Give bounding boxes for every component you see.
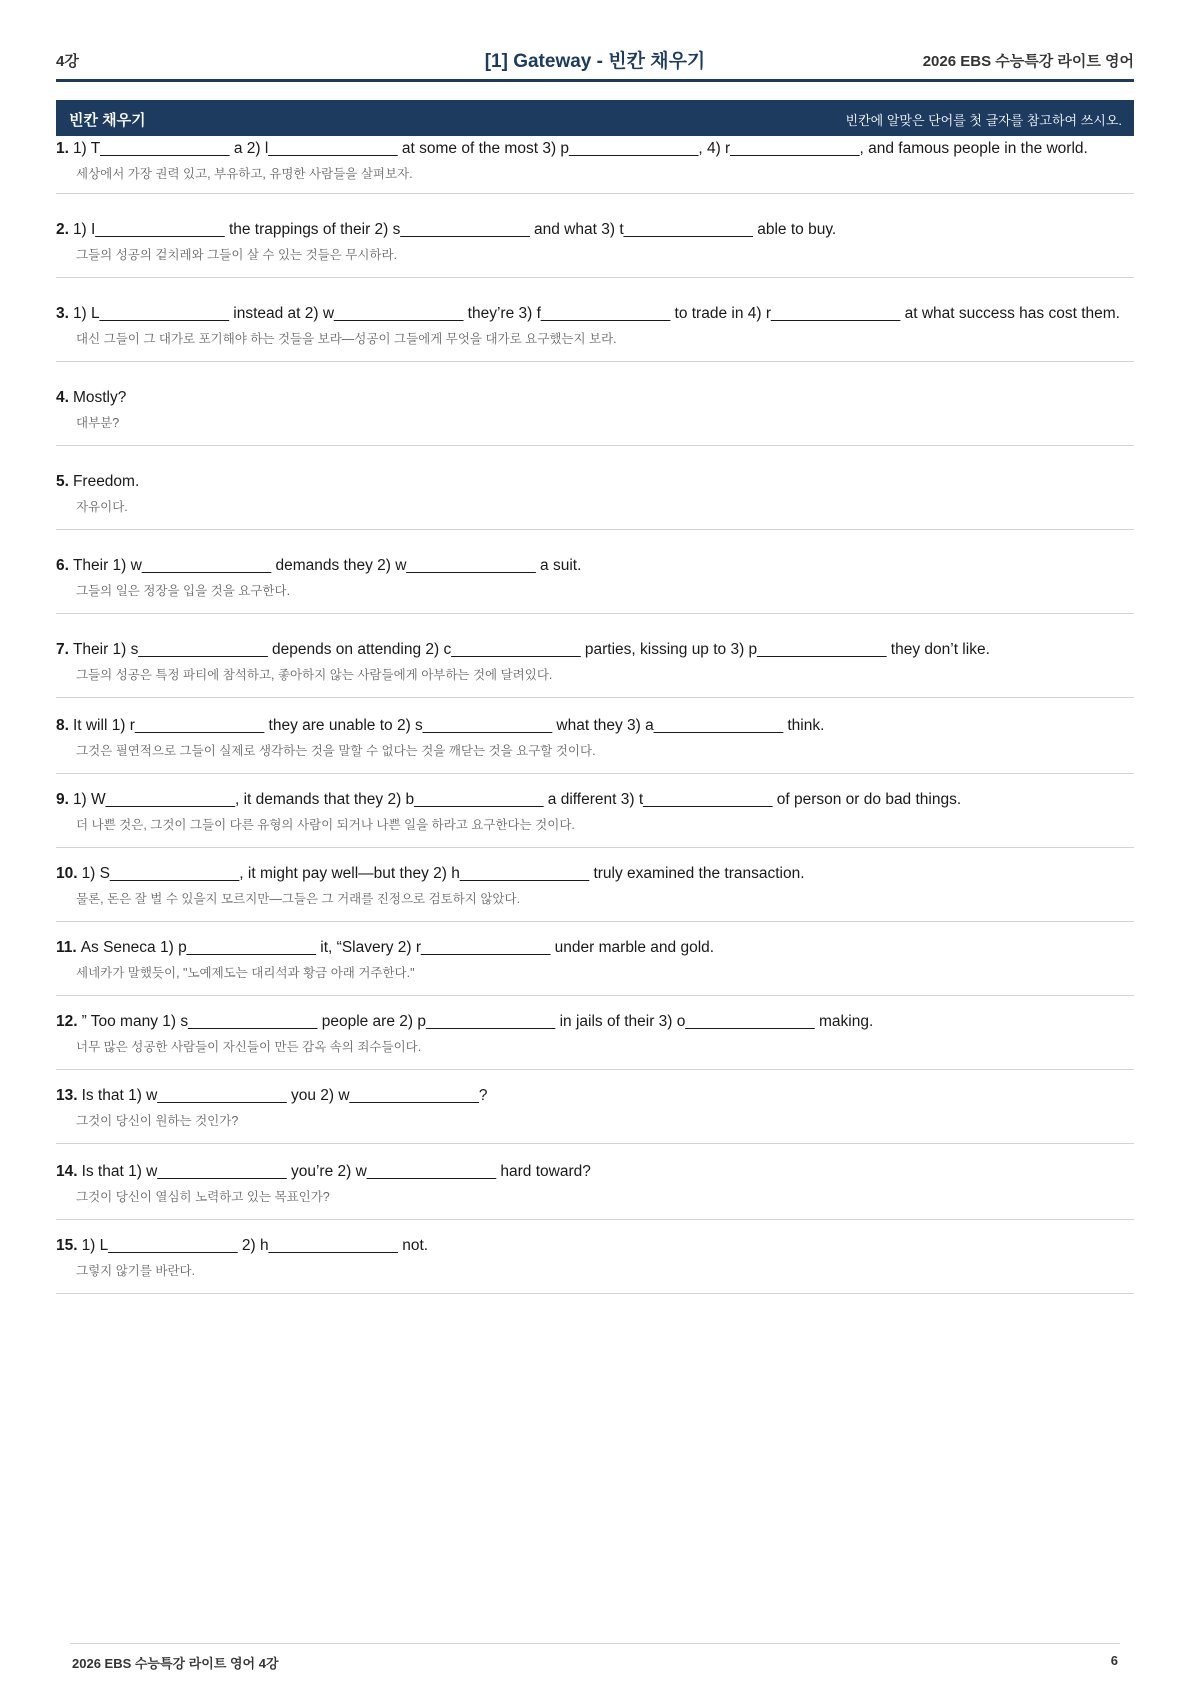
question-number: 4.: [56, 389, 69, 406]
question-text: [56, 640, 1134, 660]
english-sentence: Their 1) w_______________ demands they 2) w_______________ a suit.: [72, 557, 582, 574]
question-item: [56, 848, 1134, 922]
korean-translation: 너무 많은 성공한 사람들이 자신들이 만든 감옥 속의 죄수들이다.: [76, 1040, 422, 1054]
english-sentence: 1) L_______________ instead at 2) w_______________ they’re 3) f_______________ to trade in 4) r_______________ at what success has cost them.: [72, 305, 1120, 322]
question-number: 7.: [56, 641, 69, 658]
question-item: [56, 922, 1134, 996]
question-text: [56, 220, 1134, 240]
korean-translation: 세네카가 말했듯이, "노예제도는 대리석과 황금 아래 거주한다.": [76, 966, 415, 980]
korean-translation: 대부분?: [76, 416, 120, 430]
english-sentence: Is that 1) w_______________ you’re 2) w_______________ hard toward?: [81, 1163, 591, 1180]
question-item: [56, 1144, 1134, 1220]
question-item: [56, 278, 1134, 362]
english-sentence: 1) W_______________, it demands that they 2) b_______________ a different 3) t_______________ of person or do bad things.: [72, 791, 962, 808]
footer-text: 2026 EBS 수능특강 라이트 영어 4강: [72, 1656, 279, 1671]
question-item: [56, 996, 1134, 1070]
question-item: [56, 1070, 1134, 1144]
section-bar: [56, 100, 1134, 136]
question-item: [56, 136, 1134, 194]
question-number: 9.: [56, 791, 69, 808]
english-sentence: Is that 1) w_______________ you 2) w_______________?: [81, 1087, 488, 1104]
english-sentence: 1) L_______________ 2) h_______________ not.: [81, 1237, 429, 1254]
question-item: [56, 530, 1134, 614]
english-sentence: 1) I_______________ the trappings of their 2) s_______________ and what 3) t_______________ able to buy.: [72, 221, 837, 238]
korean-translation: 물론, 돈은 잘 벌 수 있을지 모르지만—그들은 그 거래를 진정으로 검토하지 않았다.: [76, 892, 521, 906]
korean-translation: 그것이 당신이 원하는 것인가?: [76, 1114, 239, 1128]
header-divider: [56, 79, 1134, 82]
page-footer: [72, 1653, 1118, 1672]
korean-translation: 그것이 당신이 열심히 노력하고 있는 목표인가?: [76, 1190, 330, 1204]
question-list: [56, 136, 1134, 1294]
question-number: 2.: [56, 221, 69, 238]
english-sentence: Mostly?: [72, 389, 127, 406]
question-number: 5.: [56, 473, 69, 490]
question-item: [56, 194, 1134, 278]
korean-translation: 대신 그들이 그 대가로 포기해야 하는 것들을 보라—성공이 그들에게 무엇을 대가로 요구했는지 보라.: [76, 332, 617, 346]
english-sentence: Their 1) s_______________ depends on attending 2) c_______________ parties, kissing up to 3) p_______________ they don’t like.: [72, 641, 990, 658]
question-text: [56, 716, 1134, 736]
question-number: 15.: [56, 1237, 78, 1254]
korean-translation: 더 나쁜 것은, 그것이 그들이 다른 유형의 사람이 되거나 나쁜 일을 하라고 요구한다는 것이다.: [76, 818, 575, 832]
question-text: [56, 139, 1134, 159]
question-item: [56, 774, 1134, 848]
page-number: 6: [1110, 1653, 1118, 1668]
english-sentence: 1) S_______________, it might pay well—but they 2) h_______________ truly examined the transaction.: [81, 865, 805, 882]
question-number: 8.: [56, 717, 69, 734]
question-number: 14.: [56, 1163, 78, 1180]
question-number: 3.: [56, 305, 69, 322]
english-sentence: ” Too many 1) s_______________ people are 2) p_______________ in jails of their 3) o_______________ making.: [81, 1013, 874, 1030]
question-text: [56, 556, 1134, 576]
question-number: 13.: [56, 1087, 78, 1104]
question-number: 11.: [56, 939, 77, 956]
question-number: 1.: [56, 140, 69, 157]
book-title: 2026 EBS 수능특강 라이트 영어: [922, 53, 1134, 70]
english-sentence: It will 1) r_______________ they are unable to 2) s_______________ what they 3) a_______________ think.: [72, 717, 825, 734]
korean-translation: 자유이다.: [76, 500, 128, 514]
question-text: [56, 304, 1134, 324]
question-text: [56, 938, 1134, 958]
question-text: [56, 1162, 1134, 1182]
korean-translation: 그들의 일은 정장을 입을 것을 요구한다.: [76, 584, 291, 598]
question-text: [56, 388, 1134, 408]
english-sentence: As Seneca 1) p_______________ it, “Slavery 2) r_______________ under marble and gold.: [80, 939, 715, 956]
question-number: 10.: [56, 865, 78, 882]
question-item: [56, 1220, 1134, 1294]
question-text: [56, 864, 1134, 884]
question-item: [56, 362, 1134, 446]
english-sentence: Freedom.: [72, 473, 140, 490]
question-item: [56, 446, 1134, 530]
question-text: [56, 472, 1134, 492]
korean-translation: 세상에서 가장 권력 있고, 부유하고, 유명한 사람들을 살펴보자.: [76, 167, 413, 181]
page-title: [1] Gateway - 빈칸 채우기: [484, 51, 706, 72]
question-text: [56, 1012, 1134, 1032]
question-text: [56, 1086, 1134, 1106]
korean-translation: 그렇지 않기를 바란다.: [76, 1264, 196, 1278]
section-label: 빈칸 채우기: [69, 112, 146, 129]
footer-divider: [70, 1643, 1120, 1644]
question-item: [56, 614, 1134, 698]
question-item: [56, 698, 1134, 774]
lesson-label: 4강: [56, 53, 79, 70]
page-header: [56, 40, 1134, 80]
question-number: 12.: [56, 1013, 78, 1030]
korean-translation: 그들의 성공의 겉치레와 그들이 살 수 있는 것들은 무시하라.: [76, 248, 398, 262]
question-text: [56, 790, 1134, 810]
question-number: 6.: [56, 557, 69, 574]
section-instruction: 빈칸에 알맞은 단어를 첫 글자를 참고하여 쓰시오.: [845, 113, 1122, 128]
question-text: [56, 1236, 1134, 1256]
english-sentence: 1) T_______________ a 2) l_______________ at some of the most 3) p_______________, 4) r_______________, and famous people in the world.: [72, 140, 1088, 157]
korean-translation: 그것은 필연적으로 그들이 실제로 생각하는 것을 말할 수 없다는 것을 깨닫는 것을 요구할 것이다.: [76, 744, 596, 758]
korean-translation: 그들의 성공은 특정 파티에 참석하고, 좋아하지 않는 사람들에게 아부하는 것에 달려있다.: [76, 668, 553, 682]
